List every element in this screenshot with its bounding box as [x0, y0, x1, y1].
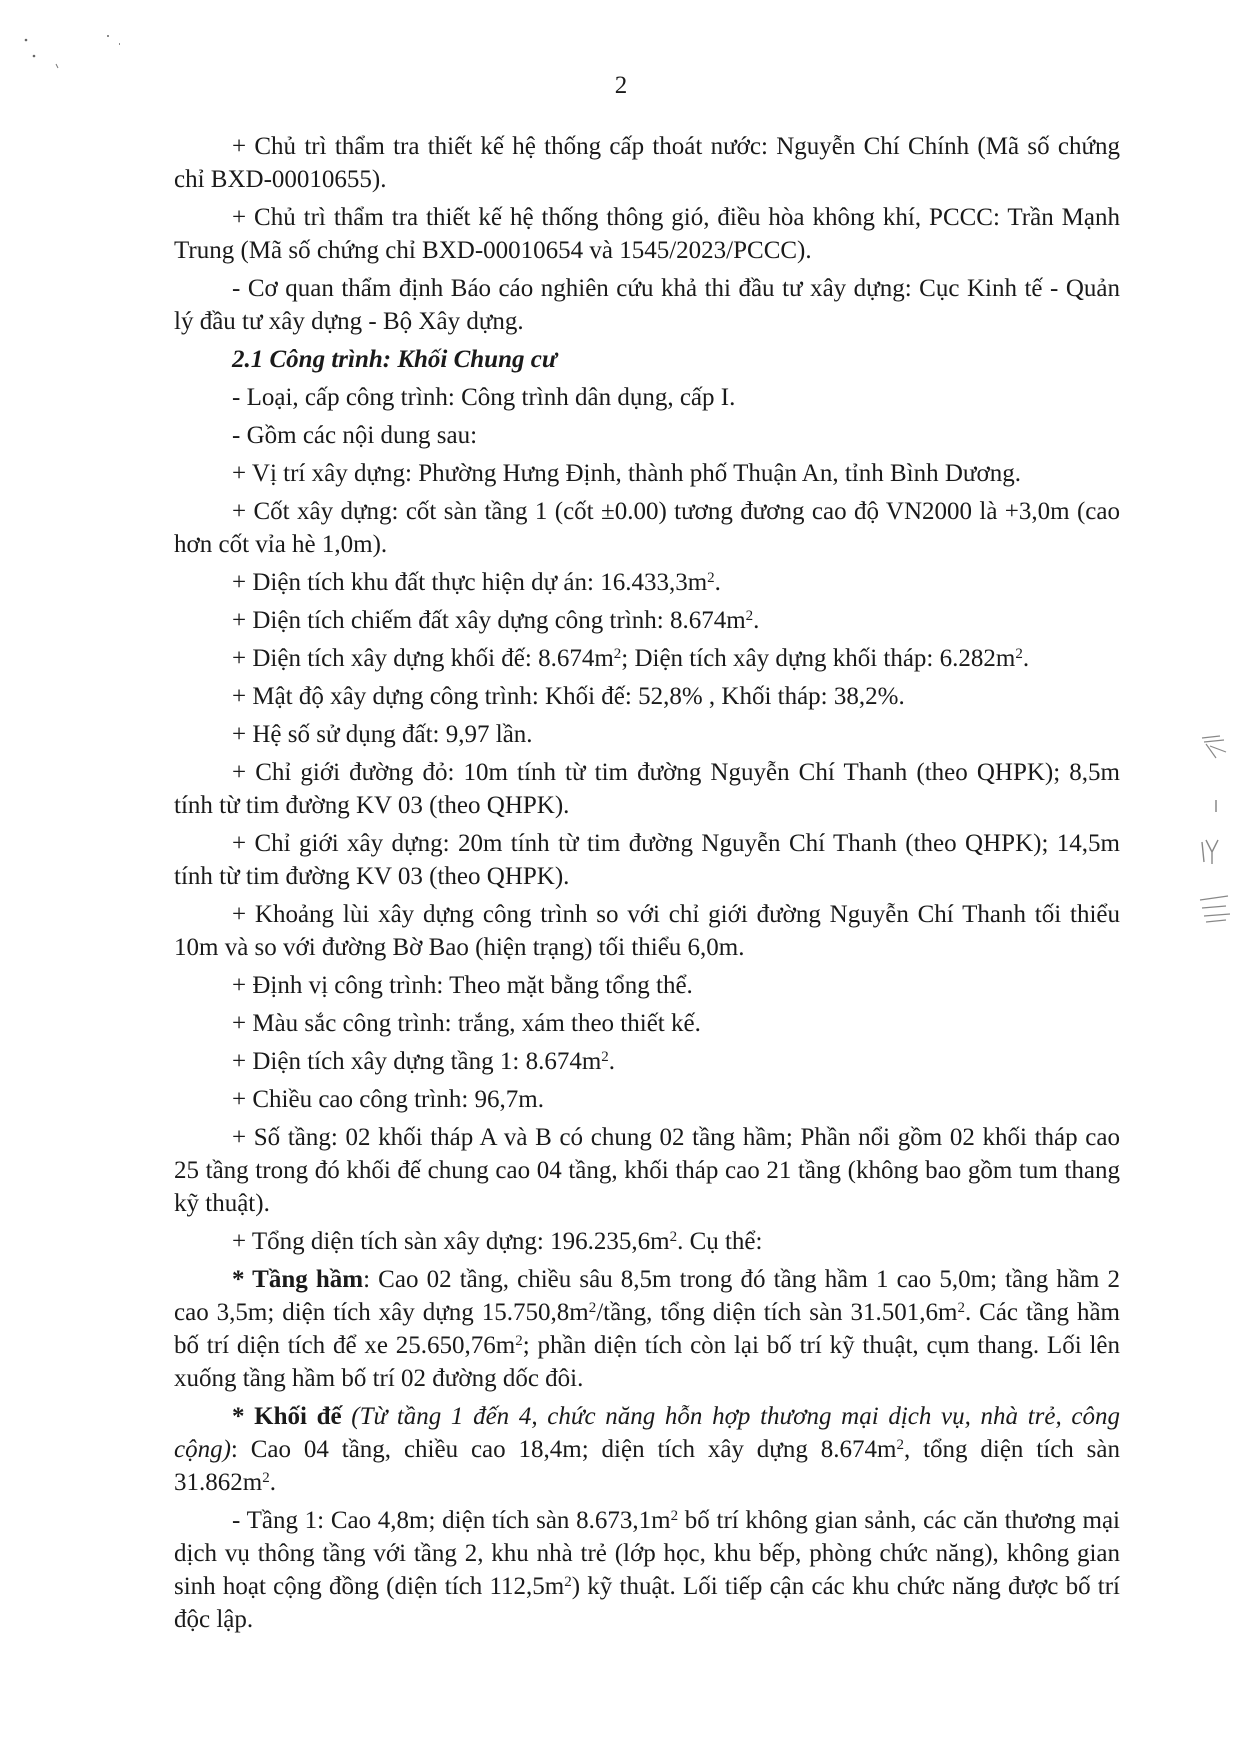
paragraph — [174, 642, 1120, 675]
text: . — [608, 1048, 616, 1075]
superscript: 2 — [1015, 646, 1023, 662]
text: + Định vị công trình: Theo mặt bằng tổng thể. — [232, 972, 693, 999]
text: . — [753, 607, 760, 634]
text: + Diện tích chiếm đất xây dựng công trình: 8.674m — [232, 607, 746, 634]
text: + Diện tích xây dựng khối đế: 8.674m — [232, 645, 614, 672]
paragraph — [174, 130, 1120, 196]
paragraph — [174, 1263, 1120, 1395]
text: + Cốt xây dựng: cốt sàn tầng 1 (cốt ±0.00) tương đương cao độ VN2000 là +3,0m (cao hơn cốt vỉa hè 1,0m). — [174, 498, 1120, 558]
text: + Chỉ giới đường đỏ: 10m tính từ tim đường Nguyễn Chí Thanh (theo QHPK); 8,5m tính từ tim đường KV 03 (theo QHPK). — [174, 759, 1120, 819]
text: + Số tầng: 02 khối tháp A và B có chung 02 tầng hầm; Phần nổi gồm 02 khối tháp cao 25 tầng trong đó khối đế chung cao 04 tầng, khối tháp cao 21 tầng (không bao gồm tum thang kỹ thuật). — [174, 1124, 1120, 1217]
text: : Cao 04 tầng, chiều cao 18,4m; diện tích xây dựng 8.674m — [230, 1436, 897, 1463]
italic-text: (Từ tầng 1 đến 4, chức năng hỗn hợp thương mại dịch vụ, nhà trẻ, công cộng) — [174, 1403, 1120, 1463]
bold-label: * Tầng hầm — [232, 1266, 364, 1293]
paragraph — [174, 566, 1120, 599]
text: + Mật độ xây dựng công trình: Khối đế: 52,8% , Khối tháp: 38,2%. — [232, 683, 905, 710]
superscript: 2 — [896, 1437, 904, 1453]
text: + Khoảng lùi xây dựng công trình so với chỉ giới đường Nguyễn Chí Thanh tối thiểu 10m và so với đường Bờ Bao (hiện trạng) tối thiểu 6,0m. — [174, 901, 1120, 961]
paragraph — [174, 1045, 1120, 1078]
superscript: 2 — [745, 608, 754, 624]
superscript: 2 — [564, 1574, 572, 1590]
text: + Chỉ giới xây dựng: 20m tính từ tim đường Nguyễn Chí Thanh (theo QHPK); 14,5m tính từ tim đường KV 03 (theo QHPK). — [174, 830, 1120, 890]
text: . — [714, 569, 721, 596]
text: - Loại, cấp công trình: Công trình dân dụng, cấp I. — [232, 384, 736, 411]
paragraph — [174, 969, 1120, 1002]
paragraph — [174, 827, 1120, 893]
paragraph — [174, 495, 1120, 561]
text: . Các tầng hầm bố trí diện tích để xe 25.650,76m — [174, 1299, 1120, 1359]
text: - Gồm các nội dung sau: — [232, 422, 478, 449]
text: . Cụ thể: — [677, 1228, 763, 1255]
paragraph — [174, 898, 1120, 964]
paragraph — [174, 419, 1120, 452]
paragraph — [174, 201, 1120, 267]
paragraph — [174, 1225, 1120, 1258]
text: - Cơ quan thẩm định Báo cáo nghiên cứu khả thi đầu tư xây dựng: Cục Kinh tế - Quản lý đầu tư xây dựng - Bộ Xây dựng. — [174, 275, 1120, 335]
text: . — [269, 1469, 276, 1496]
margin-stamp-icon — [1196, 730, 1232, 940]
text: + Chiều cao công trình: 96,7m. — [232, 1086, 544, 1113]
paragraph — [174, 1504, 1120, 1636]
superscript: 2 — [707, 570, 715, 586]
text: . — [1022, 645, 1030, 672]
scan-artifact-icon — [20, 30, 120, 70]
paragraph — [174, 1007, 1120, 1040]
superscript: 2 — [613, 646, 622, 662]
text: - Tầng 1: Cao 4,8m; diện tích sàn 8.673,1m — [232, 1507, 671, 1534]
superscript: 2 — [588, 1300, 597, 1316]
paragraph — [174, 756, 1120, 822]
text: + Diện tích xây dựng tầng 1: 8.674m — [232, 1048, 602, 1075]
text: ; phần diện tích còn lại bố trí kỹ thuật, cụm thang. Lối lên xuống tầng hầm bố trí 02 đường dốc đôi. — [174, 1332, 1120, 1392]
paragraph — [174, 457, 1120, 490]
page-number: 2 — [614, 72, 628, 99]
paragraph — [174, 272, 1120, 338]
superscript: 2 — [601, 1049, 609, 1065]
document-body — [174, 130, 1120, 1641]
text: , tổng diện tích sàn 31.862m — [174, 1436, 1120, 1496]
paragraph — [174, 680, 1120, 713]
superscript: 2 — [262, 1470, 270, 1486]
text: + Chủ trì thẩm tra thiết kế hệ thống cấp thoát nước: Nguyễn Chí Chính (Mã số chứng chỉ BXD-00010655). — [174, 133, 1120, 193]
section-heading — [174, 343, 1120, 376]
superscript: 2 — [515, 1333, 523, 1349]
text: + Hệ số sử dụng đất: 9,97 lần. — [232, 721, 533, 748]
text: + Chủ trì thẩm tra thiết kế hệ thống thông gió, điều hòa không khí, PCCC: Trần Mạnh Trung (Mã số chứng chỉ BXD-00010654 và 1545/2023/PCCC). — [174, 204, 1120, 264]
paragraph — [174, 381, 1120, 414]
text: + Tổng diện tích sàn xây dựng: 196.235,6m — [232, 1228, 670, 1255]
paragraph — [174, 1083, 1120, 1116]
text: 2.1 Công trình: Khối Chung cư — [232, 346, 557, 373]
paragraph — [174, 718, 1120, 751]
text: bố trí không gian sảnh, các căn thương mại dịch vụ thông tầng với tầng 2, khu nhà trẻ (lớp học, khu bếp, phòng chức năng), không gian sinh hoạt cộng đồng (diện tích 112,5m — [174, 1507, 1120, 1600]
text: + Diện tích khu đất thực hiện dự án: 16.433,3m — [232, 569, 708, 596]
paragraph — [174, 604, 1120, 637]
superscript: 2 — [669, 1229, 678, 1245]
text: + Màu sắc công trình: trắng, xám theo thiết kế. — [232, 1010, 701, 1037]
superscript: 2 — [957, 1300, 965, 1316]
text: /tầng, tổng diện tích sàn 31.501,6m — [596, 1299, 958, 1326]
paragraph — [174, 1121, 1120, 1220]
text: + Vị trí xây dựng: Phường Hưng Định, thành phố Thuận An, tỉnh Bình Dương. — [232, 460, 1021, 487]
text: ; Diện tích xây dựng khối tháp: 6.282m — [621, 645, 1016, 672]
text: ) kỹ thuật. Lối tiếp cận các khu chức năng được bố trí độc lập. — [174, 1573, 1120, 1633]
bold-label: * Khối đế — [232, 1403, 342, 1430]
superscript: 2 — [670, 1508, 679, 1524]
text: : Cao 02 tầng, chiều sâu 8,5m trong đó tầng hầm 1 cao 5,0m; tầng hầm 2 cao 3,5m; diện tích xây dựng 15.750,8m — [174, 1266, 1120, 1326]
paragraph — [174, 1400, 1120, 1499]
